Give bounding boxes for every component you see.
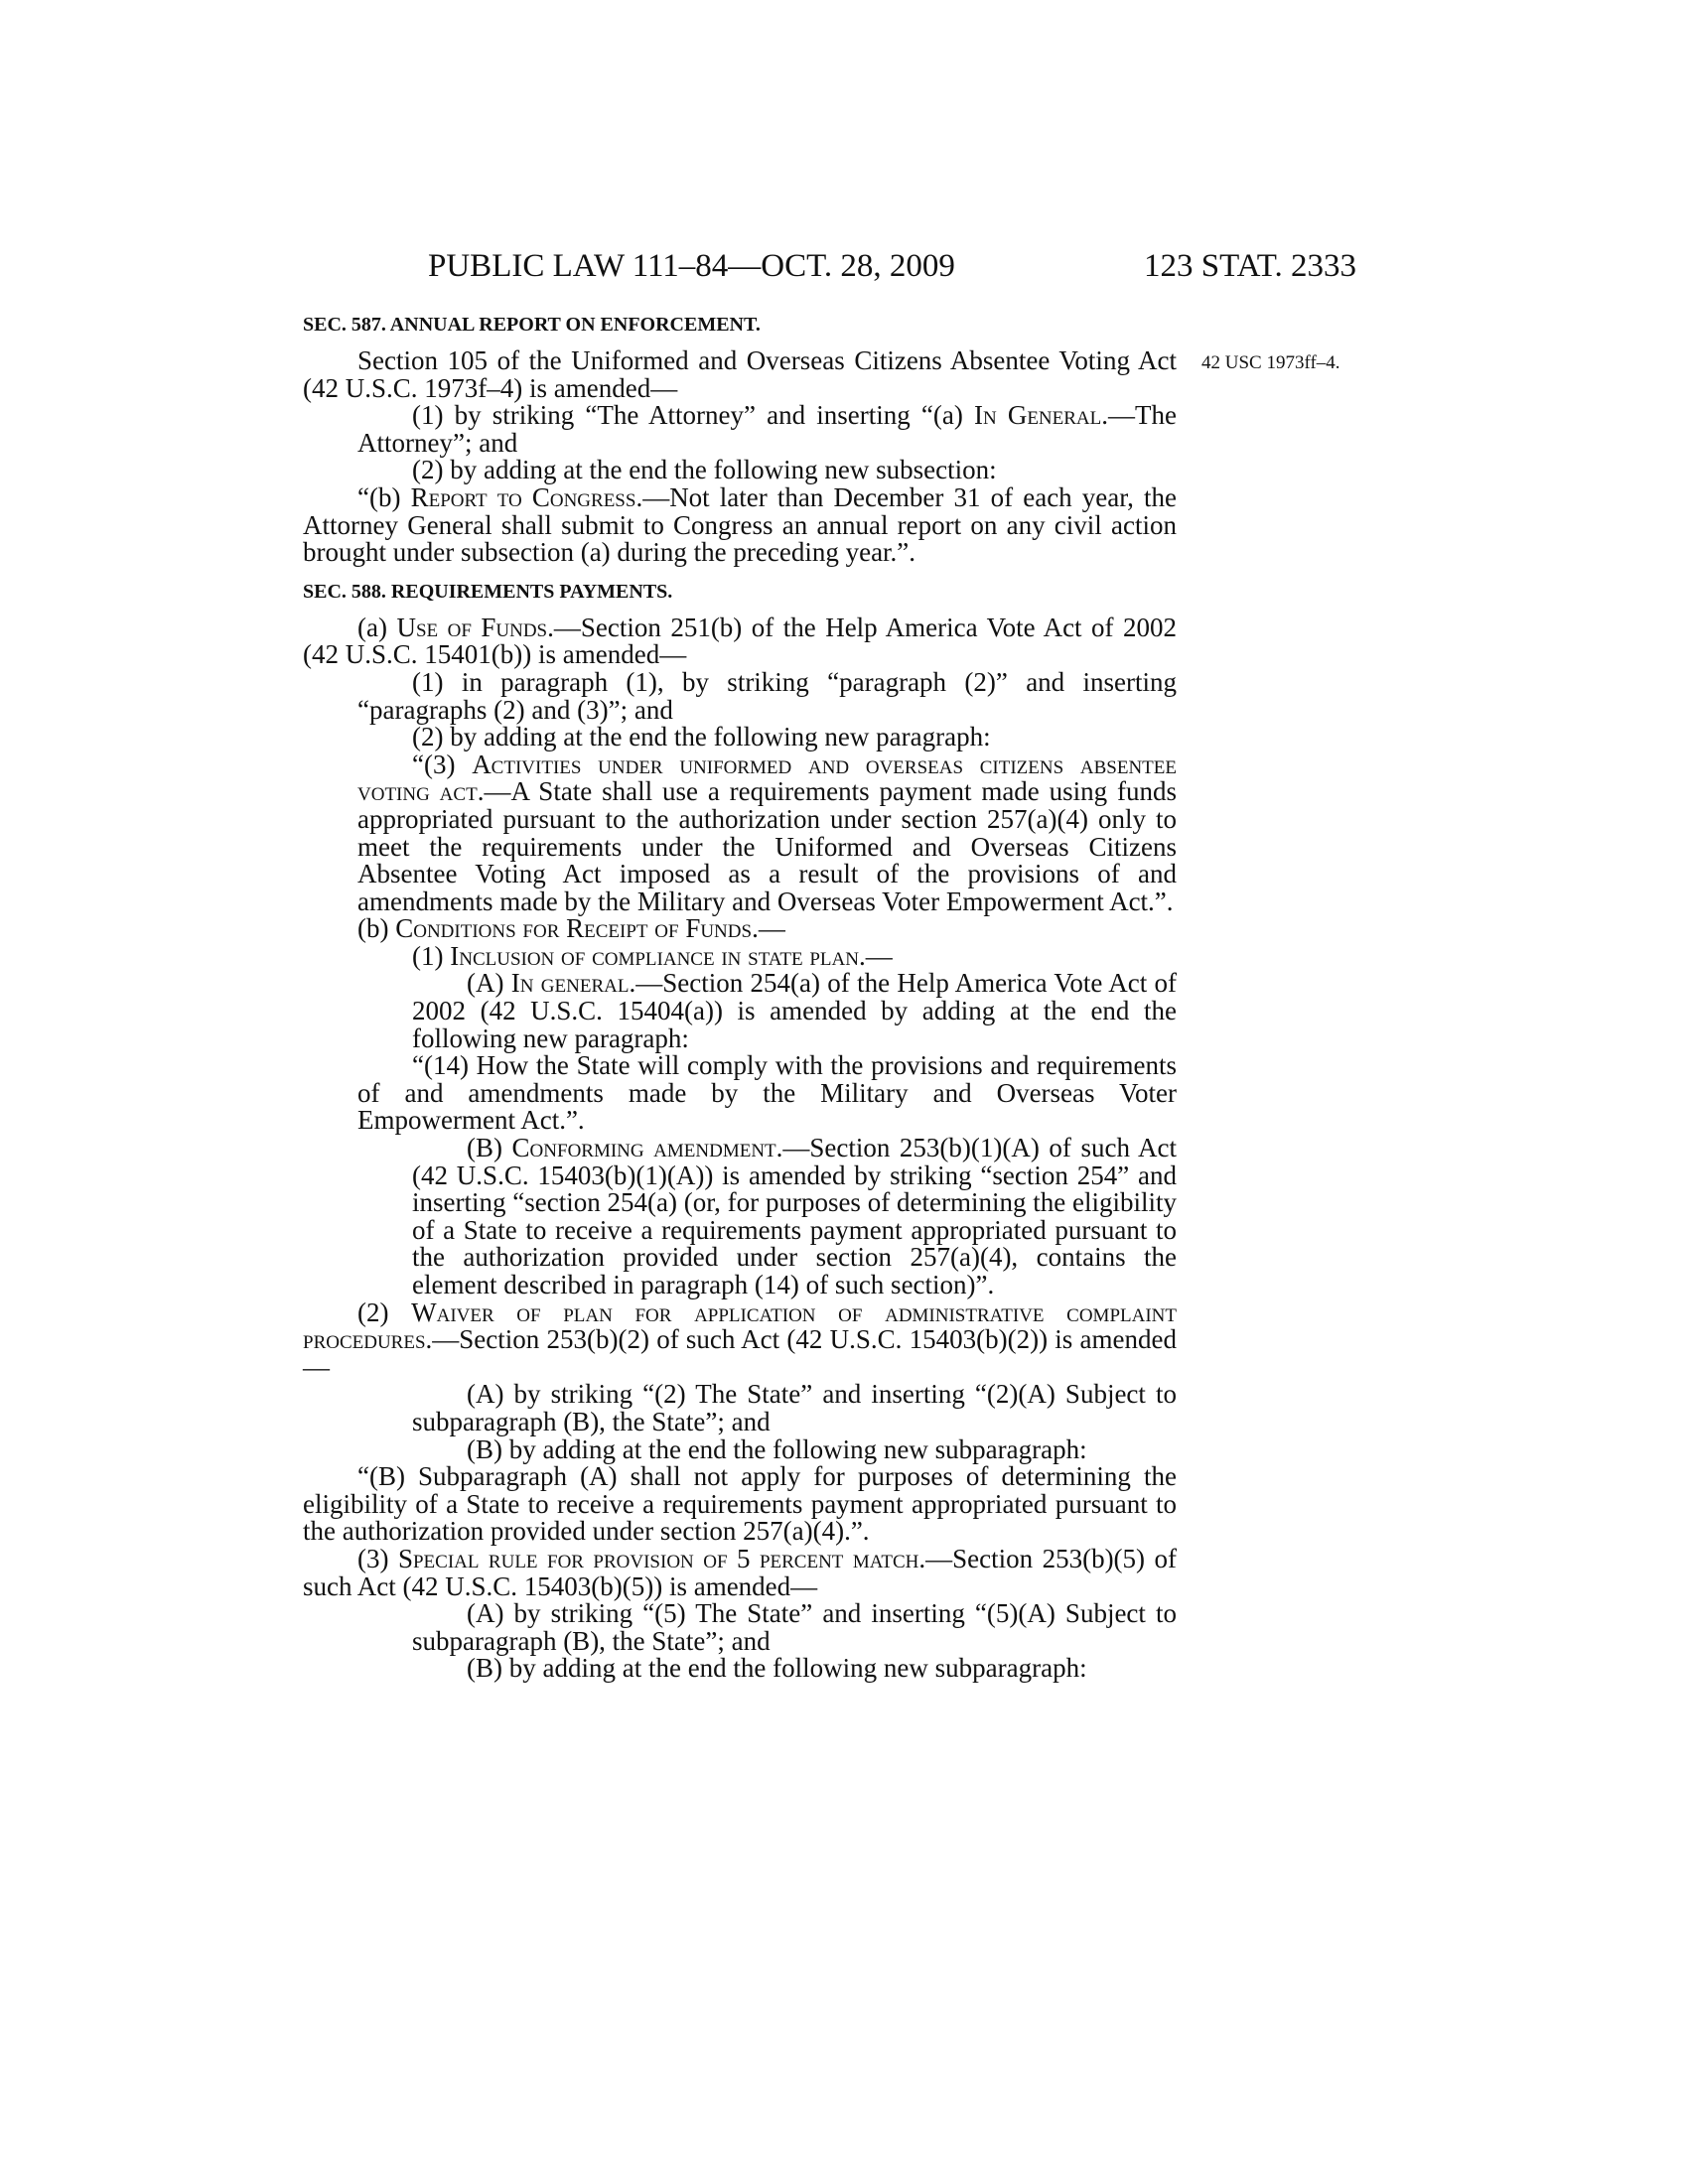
section-588-b3-subparagraph-b: (B) by adding at the end the following new subparagraph: xyxy=(467,1653,1087,1684)
section-588-a-paragraph-1: (1) in paragraph (1), by striking “paragraph (2)” and inserting “paragraphs (2) and (3)”; and xyxy=(357,666,1177,725)
section-587-subsection-b: “(b) Report to Congress.—Not later than December 31 of each year, the Attorney General shall submit to Congress an annual report on any civil action brought under subsection (a) during the preceding year.”. xyxy=(303,481,1178,568)
section-588-subsection-b: (b) Conditions for Receipt of Funds.— xyxy=(357,913,785,944)
section-588-subsection-a: (a) Use of Funds.—Section 251(b) of the Help America Vote Act of 2002 (42 U.S.C. 15401(b)) is amended— xyxy=(303,612,1177,670)
section-588-b2-quoted-subparagraph-b: “(B) Subparagraph (A) shall not apply for purposes of determining the eligibility of a State to receive a requirements payment appropriated pursuant to the authorization provided under section 257(a)(4).”. xyxy=(303,1461,1177,1547)
section-588-b1-subparagraph-a: (A) In general.—Section 254(a) of the Help America Vote Act of 2002 (42 U.S.C. 15404(a)) is amended by adding at the end the following new paragraph: xyxy=(412,968,1178,1053)
section-588-b-paragraph-2: (2) Waiver of plan for application of administrative complaint procedures.—Section 253(b)(2) of such Act (42 U.S.C. 15403(b)(2)) is amended— xyxy=(303,1297,1178,1382)
section-588-heading: SEC. 588. REQUIREMENTS PAYMENTS. xyxy=(303,580,673,603)
section-588-b2-subparagraph-a: (A) by striking “(2) The State” and inserting “(2)(A) Subject to subparagraph (B), the State”; and xyxy=(412,1379,1177,1436)
section-588-b-paragraph-3: (3) Special rule for provision of 5 percent match.—Section 253(b)(5) of such Act (42 U.S.C. 15403(b)(5)) is amended— xyxy=(303,1543,1177,1601)
section-588-b3-subparagraph-a: (A) by striking “(5) The State” and inserting “(5)(A) Subject to subparagraph (B), the State”; and xyxy=(412,1598,1177,1656)
document-body xyxy=(303,312,1177,1683)
margin-note-usc-citation: 42 USC 1973ff–4. xyxy=(1201,352,1340,373)
section-587-heading: SEC. 587. ANNUAL REPORT ON ENFORCEMENT. xyxy=(303,314,761,336)
section-587-item-2: (2) by adding at the end the following new subsection: xyxy=(412,455,997,485)
section-588-b-paragraph-1: (1) Inclusion of compliance in state plan.— xyxy=(412,940,893,971)
running-head-title: PUBLIC LAW 111–84—OCT. 28, 2009 xyxy=(428,248,955,284)
section-588-b2-subparagraph-b: (B) by adding at the end the following new subparagraph: xyxy=(467,1433,1087,1464)
section-588-b1-subparagraph-b: (B) Conforming amendment.—Section 253(b)(1)(A) of such Act (42 U.S.C. 15403(b)(1)(A)) is amended by striking “section 254” and inserting “section 254(a) (or, for purposes of determining the eligibility of a State to receive a requirements payment appropriated pursuant to the authorization provided under section 257(a)(4), contains the element described in paragraph (14) of such section)”. xyxy=(412,1133,1177,1299)
section-588-a-quoted-paragraph-3: “(3) Activities under uniformed and overseas citizens absentee voting act.—A State shall use a requirements payment made using funds appropriated pursuant to the authorization under section 257(a)(4) only to meet the requirements under the Uniformed and Overseas Citizens Absentee Voting Act imposed as a result of the provisions of and amendments made by the Military and Overseas Voter Empowerment Act.”. xyxy=(357,749,1178,916)
running-head-stat-citation: 123 STAT. 2333 xyxy=(1144,248,1357,284)
section-587-intro: Section 105 of the Uniformed and Overseas Citizens Absentee Voting Act (42 U.S.C. 1973f–4) is amended— xyxy=(303,345,1177,403)
section-588-a-paragraph-2: (2) by adding at the end the following new paragraph: xyxy=(412,722,991,752)
section-587-item-1: (1) by striking “The Attorney” and inserting “(a) In General.—The Attorney”; and xyxy=(357,400,1177,458)
section-588-b1-quoted-paragraph-14: “(14) How the State will comply with the provisions and requirements of and amendments made by the Military and Overseas Voter Empowerment Act.”. xyxy=(357,1050,1177,1136)
